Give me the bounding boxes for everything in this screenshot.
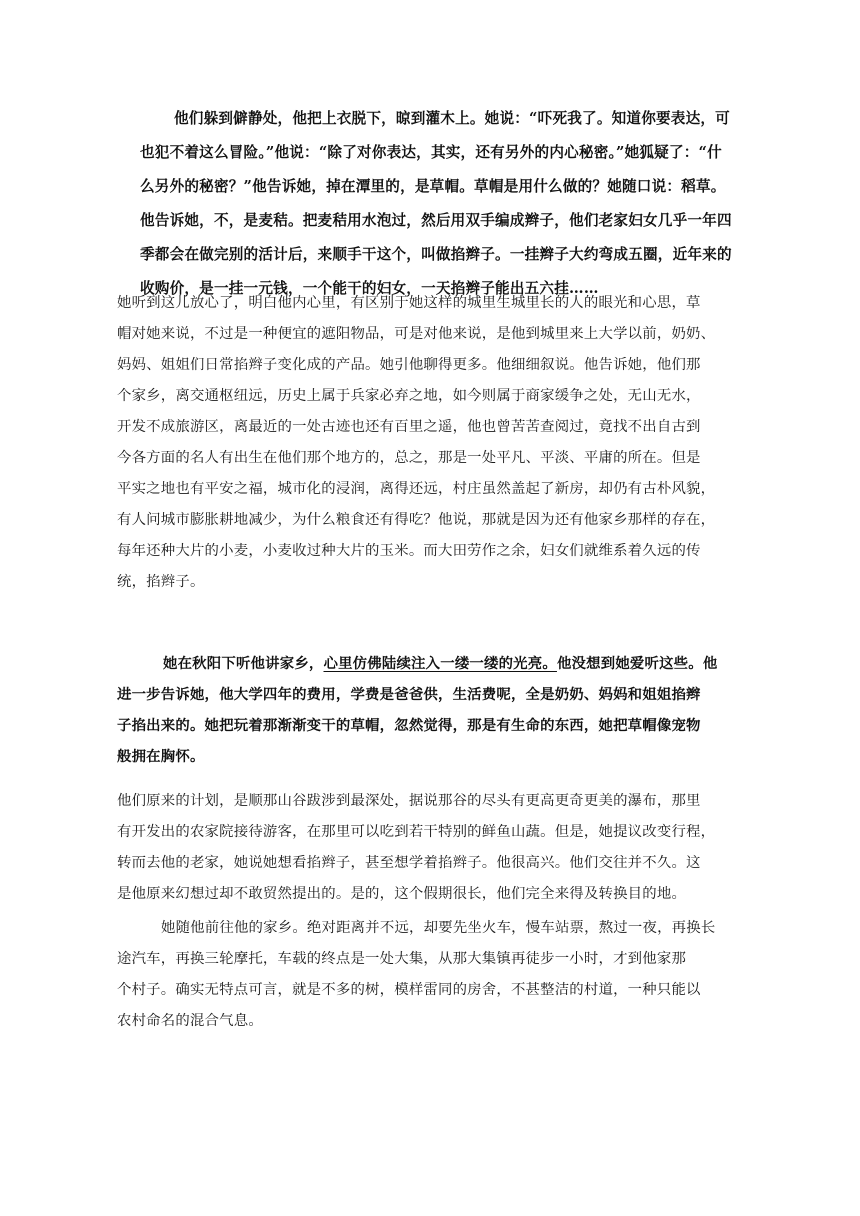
paragraph-4-line: 他们原来的计划，是顺那山谷跋涉到最深处，据说那谷的尽头有更高更奇更美的瀑布，那里 (117, 793, 701, 809)
paragraph-3-text: 她在秋阳下听他讲家乡， (163, 655, 324, 672)
paragraph-2-line: 帽对她来说，不过是一种便宜的遮阳物品，可是对他来说，是他到城里来上大学以前，奶奶、 (117, 326, 716, 342)
paragraph-2-line: 她听到这儿放心了，明白他内心里，有区别于她这样的城里生城里长的人的眼光和心思，草 (117, 295, 701, 311)
paragraph-2 (117, 288, 715, 598)
paragraph-4-line: 转而去他的老家，她说她想看掐辫子，甚至想学着掐辫子。他很高兴。他们交往并不久。这 (117, 855, 701, 871)
paragraph-2-line: 平实之地也有平安之福，城市化的浸润，离得还远，村庄虽然盖起了新房，却仍有古朴风貌， (117, 481, 716, 497)
paragraph-3 (117, 648, 717, 772)
paragraph-1-line: 也犯不着这么冒险。”他说：“除了对你表达，其实，还有另外的内心秘密。”她狐疑了：“什 (140, 144, 722, 161)
paragraph-5-line: 农村命名的混合气息。 (117, 1013, 263, 1029)
paragraph-3-text: 他没想到她爱听这些。他 (556, 655, 718, 672)
paragraph-3-line (117, 648, 717, 679)
paragraph-4-line: 是他原来幻想过却不敢贸然提出的。是的，这个假期很长，他们完全来得及转换目的地。 (117, 886, 687, 902)
paragraph-1 (140, 102, 732, 306)
paragraph-3-line: 子掐出来的。她把玩着那渐渐变干的草帽，忽然觉得，那是有生命的东西，她把草帽像宠物 (117, 717, 701, 734)
paragraph-2-line: 今各方面的名人有出生在他们那个地方的，总之，那是一处平凡、平淡、平庸的所在。但是 (117, 450, 701, 466)
paragraph-1-line: 他告诉她，不，是麦秸。把麦秸用水泡过，然后用双手编成辫子，他们老家妇女几乎一年四 (140, 212, 732, 229)
paragraph-1-line: 季都会在做完别的活计后，来顺手干这个，叫做掐辫子。一挂辫子大约弯成五圈，近年来的 (140, 246, 732, 263)
paragraph-4 (117, 786, 715, 910)
paragraph-2-line: 妈妈、姐姐们日常掐辫子变化成的产品。她引他聊得更多。他细细叙说。他告诉她，他们那 (117, 357, 701, 373)
underlined-phrase: 心里仿佛陆续注入一缕一缕的光亮。 (323, 655, 557, 672)
paragraph-1-line: 收购价，是一挂一元钱，一个能干的妇女，一天掐辫子能出五六挂…… (140, 280, 599, 297)
paragraph-2-line: 开发不成旅游区，离最近的一处古迹也还有百里之遥，他也曾苦苦查阅过，竟找不出自古到 (117, 419, 701, 435)
paragraph-2-line: 统，掐辫子。 (117, 574, 205, 590)
paragraph-3-line: 进一步告诉她，他大学四年的费用，学费是爸爸供，生活费呢，全是奶奶、妈妈和姐姐掐辫 (117, 686, 701, 703)
paragraph-2-line: 个家乡，离交通枢纽远，历史上属于兵家必弃之地，如今则属于商家缓争之处，无山无水， (117, 388, 701, 404)
paragraph-5-line: 个村子。确实无特点可言，就是不多的树，模样雷同的房舍，不甚整洁的村道，一种只能以 (117, 982, 701, 998)
paragraph-5 (117, 913, 715, 1037)
paragraph-5-line: 途汽车，再换三轮摩托，车载的终点是一处大集，从那大集镇再徒步一小时，才到他家那 (117, 951, 687, 967)
paragraph-2-line: 有人问城市膨胀耕地减少，为什么粮食还有得吃？他说，那就是因为还有他家乡那样的存在， (117, 512, 716, 528)
paragraph-5-line: 她随他前往他的家乡。绝对距离并不远，却要先坐火车，慢车站票，熬过一夜，再换长 (161, 920, 716, 936)
paragraph-1-line: 他们躲到僻静处，他把上衣脱下，晾到灌木上。她说：“吓死我了。知道你要表达，可 (174, 110, 730, 127)
paragraph-4-line: 有开发出的农家院接待游客，在那里可以吃到若干特别的鲜鱼山蔬。但是，她提议改变行程， (117, 824, 716, 840)
paragraph-2-line: 每年还种大片的小麦，小麦收过种大片的玉米。而大田劳作之余，妇女们就维系着久远的传 (117, 543, 701, 559)
paragraph-3-line: 般拥在胸怀。 (117, 748, 205, 765)
paragraph-1-line: 么另外的秘密？”他告诉她，掉在潭里的，是草帽。草帽是用什么做的？她随口说：稻草。 (140, 178, 726, 195)
